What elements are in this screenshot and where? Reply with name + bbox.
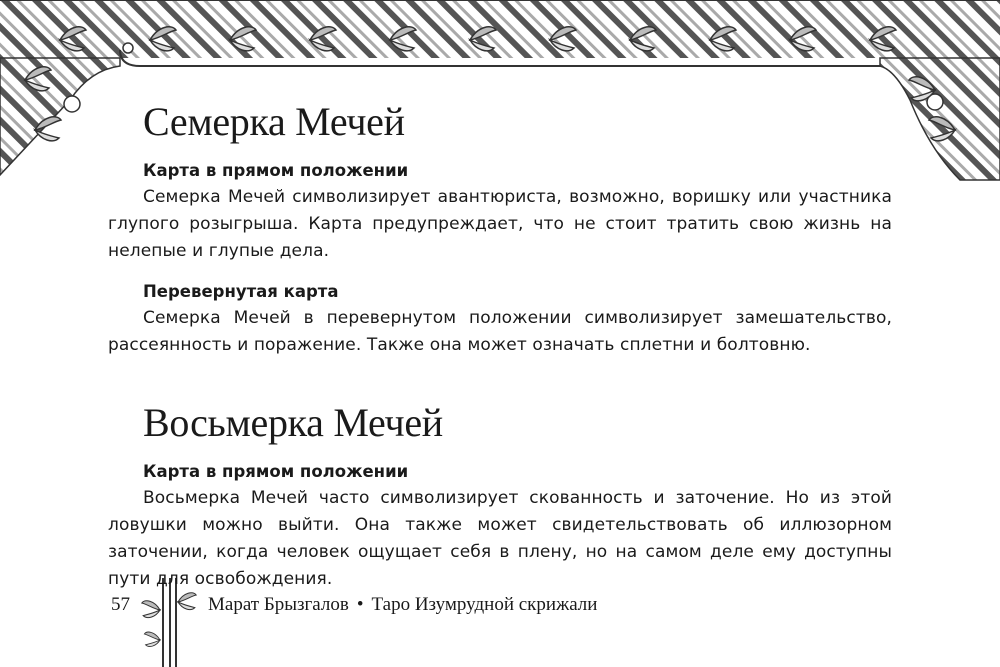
page-content xyxy=(108,96,892,607)
section-title: Семерка Мечей xyxy=(143,99,405,144)
author-name: Марат Брызгалов xyxy=(208,594,349,615)
separator-dot: • xyxy=(356,594,364,615)
reversed-text: Семерка Мечей в перевернутом положении символизирует замешательство, рассеянность и поражение. Также она может означать сплетни и болтовню. xyxy=(108,308,892,355)
section-title: Восьмерка Мечей xyxy=(143,400,443,445)
right-corner-band xyxy=(880,58,1000,180)
upright-text: Семерка Мечей символизирует авантюриста, возможно, воришку или участника глупого розыгрыша. Карта предупреждает, что не стоит тратить свою жизнь на нелепые и глупые дела. xyxy=(108,187,892,261)
book-title: Таро Изумрудной скрижали xyxy=(371,594,598,615)
upright-heading: Карта в прямом положении xyxy=(143,462,409,481)
curl-left xyxy=(123,43,133,53)
curl-right xyxy=(927,94,943,110)
upright-text: Восьмерка Мечей часто символизирует скованность и заточение. Но из этой ловушки можно выйти. Она также может свидетельствовать об иллюзорном заточении, когда человек ощущает себя в плену, но на самом деле ему доступны пути для освобождения. xyxy=(108,488,892,589)
curl-left-lower xyxy=(64,96,80,112)
upright-heading: Карта в прямом положении xyxy=(143,161,409,180)
running-header xyxy=(208,594,597,616)
reversed-heading: Перевернутая карта xyxy=(143,282,339,301)
page-footer xyxy=(0,592,1000,622)
top-striped-band xyxy=(0,0,1000,58)
page-number: 57 xyxy=(111,594,130,615)
left-corner-band xyxy=(0,58,120,175)
